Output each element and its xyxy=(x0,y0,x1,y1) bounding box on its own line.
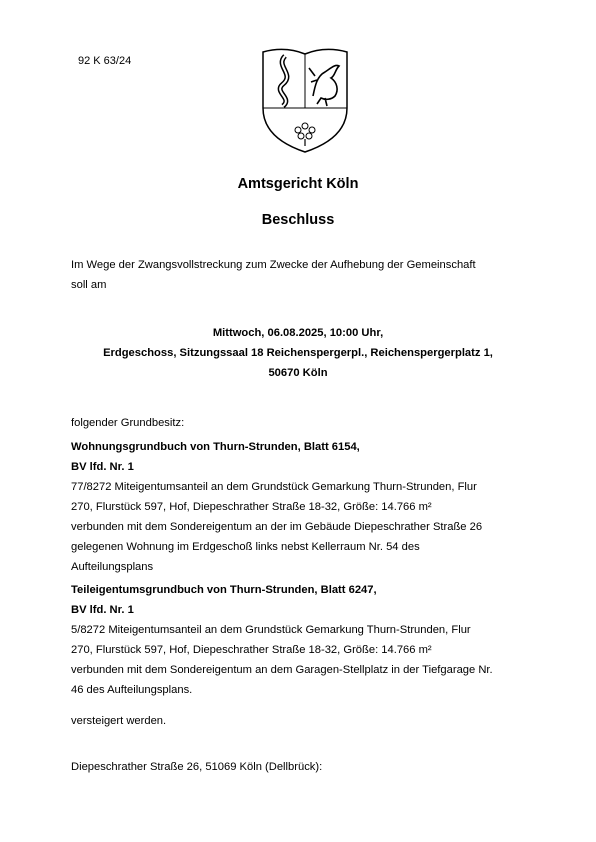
property-heading: Wohnungsgrundbuch von Thurn-Strunden, Blatt 6154, xyxy=(71,441,360,453)
court-name: Amtsgericht Köln xyxy=(237,176,359,192)
property-line: 46 des Aufteilungsplans. xyxy=(71,684,193,696)
appointment-date: Mittwoch, 06.08.2025, 10:00 Uhr, xyxy=(212,327,384,339)
property-entry xyxy=(71,580,541,700)
case-number: 92 K 63/24 xyxy=(78,55,132,67)
property-line: verbunden mit dem Sondereigentum an der im Gebäude Diepeschrather Straße 26 xyxy=(71,521,483,533)
property-line: 5/8272 Miteigentumsanteil an dem Grundstück Gemarkung Thurn-Strunden, Flur xyxy=(71,624,471,636)
property-heading: Teileigentumsgrundbuch von Thurn-Strunden, Blatt 6247, xyxy=(71,584,377,596)
property-line: 77/8272 Miteigentumsanteil an dem Grundstück Gemarkung Thurn-Strunden, Flur xyxy=(71,481,477,493)
appointment-block xyxy=(0,323,596,383)
property-subheading: BV lfd. Nr. 1 xyxy=(71,604,134,616)
following-label: folgender Grundbesitz: xyxy=(71,417,185,429)
property-line: 270, Flurstück 597, Hof, Diepeschrather Straße 18-32, Größe: 14.766 m² xyxy=(71,644,432,656)
property-line: 270, Flurstück 597, Hof, Diepeschrather Straße 18-32, Größe: 14.766 m² xyxy=(71,501,432,513)
intro-paragraph xyxy=(71,255,531,295)
intro-line: Im Wege der Zwangsvollstreckung zum Zwecke der Aufhebung der Gemeinschaft xyxy=(71,259,476,271)
property-subheading: BV lfd. Nr. 1 xyxy=(71,461,134,473)
coat-of-arms-emblem xyxy=(255,46,355,156)
document-title: Beschluss xyxy=(261,212,335,228)
appointment-location: Erdgeschoss, Sitzungssaal 18 Reichenspergerpl., Reichenspergerplatz 1, xyxy=(103,347,493,359)
property-entry xyxy=(71,437,541,577)
property-address: Diepeschrather Straße 26, 51069 Köln (Dellbrück): xyxy=(71,761,323,773)
property-line: Aufteilungsplans xyxy=(71,561,154,573)
property-line: verbunden mit dem Sondereigentum an dem Garagen-Stellplatz in der Tiefgarage Nr. xyxy=(71,664,493,676)
intro-line: soll am xyxy=(71,279,107,291)
property-line: gelegenen Wohnung im Erdgeschoß links nebst Kellerraum Nr. 54 des xyxy=(71,541,420,553)
appointment-city: 50670 Köln xyxy=(268,367,328,379)
closing-text: versteigert werden. xyxy=(71,715,167,727)
